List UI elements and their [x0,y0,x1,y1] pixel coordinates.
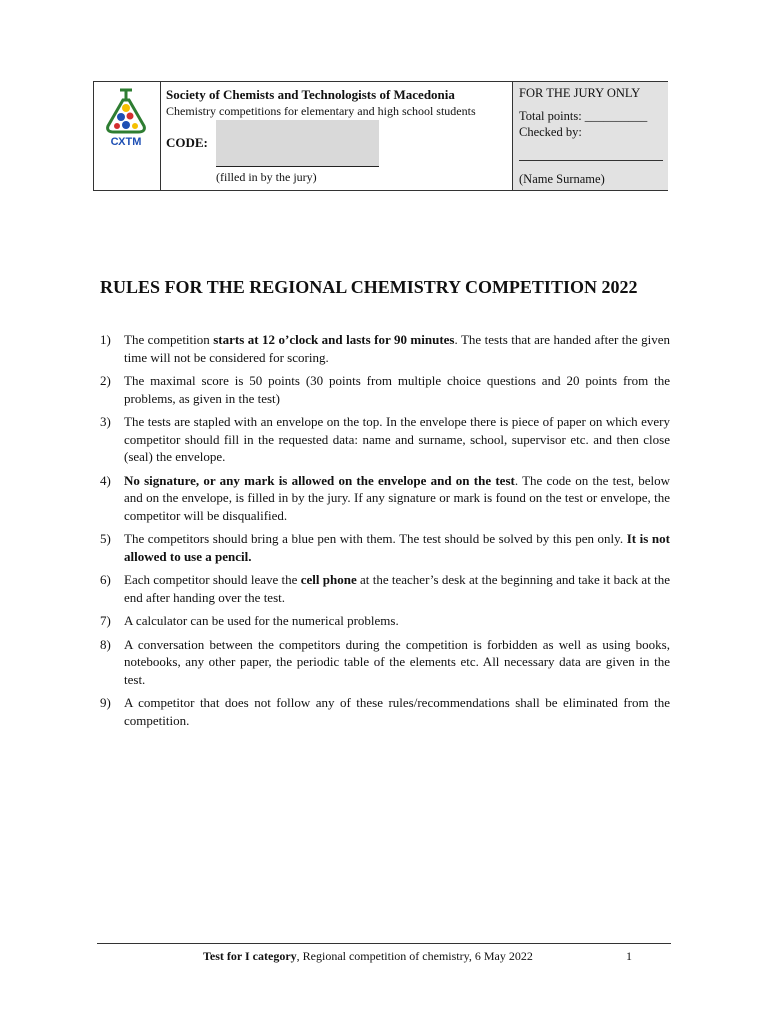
rule-number: 6) [100,572,111,587]
rule-emphasis: starts at 12 o’clock and lasts for 90 minutes [213,332,455,347]
checked-by-label: Checked by: [519,125,582,139]
rule-text: . The tests that are handed after the given time will not be considered for scoring. [124,332,671,365]
rule-text: Each competitor should leave the [124,572,301,587]
rule-number: 2) [100,373,111,388]
rule-item [100,694,670,729]
rule-item [100,636,670,689]
rule-number: 7) [100,613,111,628]
society-logo [96,86,156,148]
rule-text: The tests are stapled with an envelope on the top. In the envelope there is piece of paper on which every competitor should fill in the requested data: name and surname, school, supervisor etc. and then close (seal) the envelope. [124,414,670,464]
code-field[interactable] [216,120,379,167]
jury-title: FOR THE JURY ONLY [519,86,641,100]
rule-text: A conversation between the competitors during the competition is forbidden as well as using books, notebooks, any other paper, the periodic table of the elements etc. All necessary data are given in the test. [124,636,670,687]
rule-number: 3) [100,414,111,429]
jury-box [512,82,668,190]
code-label: CODE: [166,135,208,150]
rule-item [100,612,670,630]
rule-number: 4) [100,472,111,488]
rule-text: The maximal score is 50 points (30 points from multiple choice questions and 20 points from the problems, as given in the test) [124,373,670,406]
rule-number: 8) [100,636,111,652]
rule-number: 1) [100,332,111,347]
logo-text: СХТМ [110,136,142,148]
rule-item [100,413,670,466]
society-name: Society of Chemists and Technologists of Macedonia [166,87,455,102]
rule-text: A competitor that does not follow any of these rules/recommendations shall be eliminated from the competition. [124,695,670,728]
header-subtitle: Chemistry competitions for elementary and high school students [166,104,476,118]
rule-text: . The code on the test, below and on the envelope, is filled in by the jury. If any signature or mark is found on the test or envelope, the competitor will be disqualified. [124,472,670,523]
rule-item [100,331,670,366]
rule-item [100,530,670,565]
rule-emphasis: cell phone [300,572,357,587]
rule-text: at the teacher’s desk at the beginning and take it back at the end after handing over the test. [124,572,670,605]
footer-category: Test for I category [203,949,297,963]
header-box [93,81,668,191]
rule-text: The competition [124,332,214,347]
rule-emphasis: No signature, or any mark is allowed on the envelope and on the test [124,472,515,488]
rule-number: 9) [100,695,111,710]
code-note: (filled in by the jury) [216,170,317,184]
rule-text: A calculator can be used for the numerical problems. [124,613,399,628]
rule-item [100,472,670,525]
page-title: RULES FOR THE REGIONAL CHEMISTRY COMPETITION 2022 [100,277,638,297]
rules-list [100,331,670,735]
rule-text: The competitors should bring a blue pen with them. The test should be solved by this pen only. [124,531,627,546]
rule-item [100,571,670,606]
rule-item [100,372,670,407]
footer-divider [97,943,671,944]
rule-emphasis: It is not allowed to use a pencil. [124,531,670,564]
name-surname-label: (Name Surname) [519,172,605,186]
signature-line[interactable] [519,160,663,161]
total-points-field[interactable]: Total points: __________ [519,109,648,123]
footer-rest: , Regional competition of chemistry, 6 May 2022 [296,949,533,963]
logo-cell [94,82,161,190]
rule-number: 5) [100,531,111,546]
page-number: 1 [626,949,632,963]
footer-text [203,949,533,964]
